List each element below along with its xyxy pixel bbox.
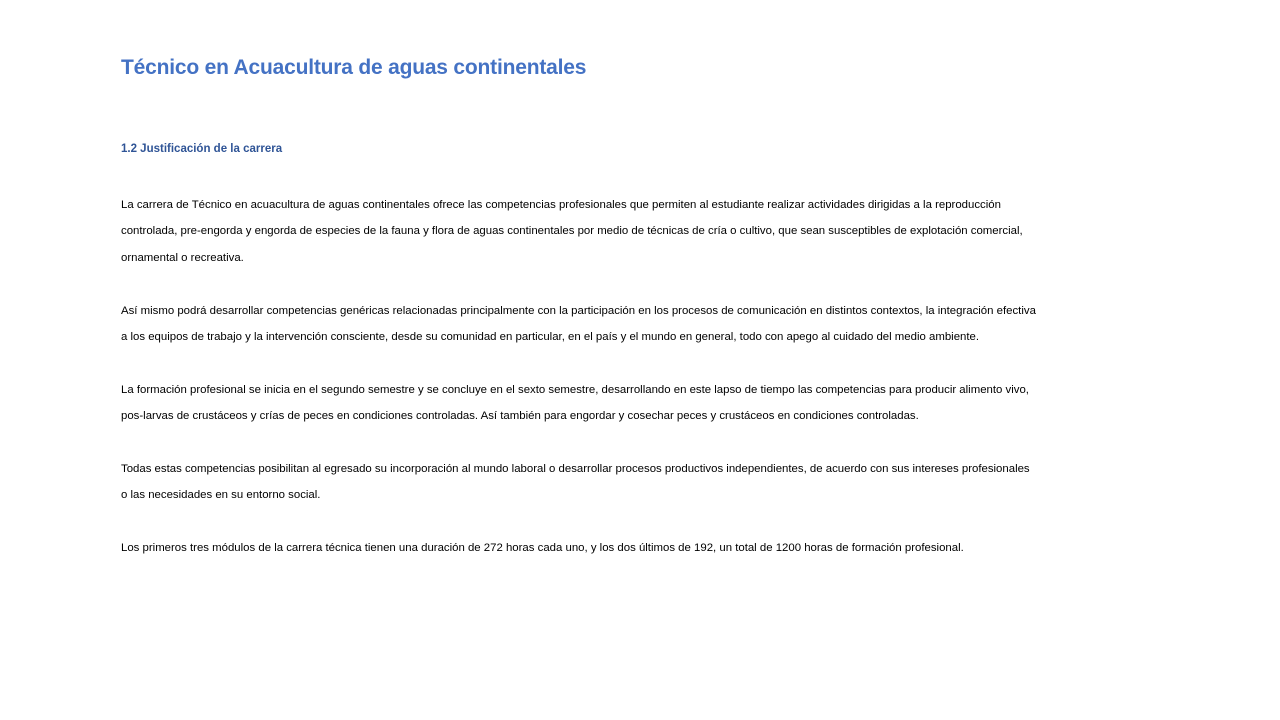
paragraph-graduate-outcomes: Todas estas competencias posibilitan al egresado su incorporación al mundo laboral o desarrollar procesos productivos independientes, de acuerdo con sus intereses profesionales o las necesidades en su entorno social. [121,463,1030,502]
section-heading: 1.2 Justificación de la carrera [121,143,283,155]
page-title: Técnico en Acuacultura de aguas continentales [121,56,587,79]
paragraph-intro: La carrera de Técnico en acuacultura de aguas continentales ofrece las competencias profesionales que permiten al estudiante realizar actividades dirigidas a la reproducción controlada, pre-engorda y engorda de especies de la fauna y flora de aguas continentales por medio de técnicas de cría o cultivo, que sean susceptibles de explotación comercial, ornamental o recreativa. [121,199,1023,264]
paragraph-generic-competencies: Así mismo podrá desarrollar competencias genéricas relacionadas principalmente con la participación en los procesos de comunicación en distintos contextos, la integración efectiva a los equipos de trabajo y la intervención consciente, desde su comunidad en particular, en el país y el mundo en general, todo con apego al cuidado del medio ambiente. [121,304,1036,344]
document-body [121,192,1036,588]
paragraph-professional-training: La formación profesional se inicia en el segundo semestre y se concluye en el sexto semestre, desarrollando en este lapso de tiempo las competencias para producir alimento vivo, pos-larvas de crustáceos y crías de peces en condiciones controladas. Así también para engordar y cosechar peces y crustáceos en condiciones controladas. [121,383,1029,423]
paragraph-module-hours: Los primeros tres módulos de la carrera técnica tienen una duración de 272 horas cada uno, y los dos últimos de 192, un total de 1200 horas de formación profesional. [121,542,964,555]
